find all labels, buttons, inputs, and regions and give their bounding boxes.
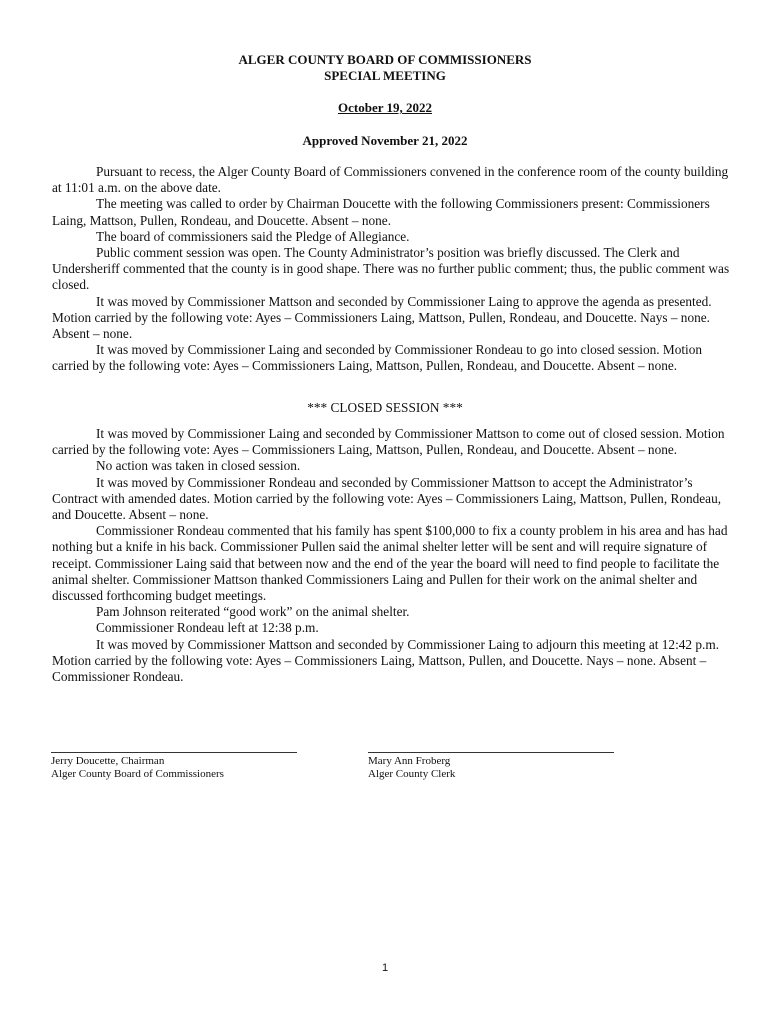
signature-block-chairman <box>51 752 297 781</box>
paragraph: Pursuant to recess, the Alger County Board of Commissioners convened in the conference room of the county building at 11:01 a.m. on the above date. <box>52 164 729 196</box>
paragraph: It was moved by Commissioner Laing and seconded by Commissioner Mattson to come out of closed session. Motion carried by the following vote: Ayes – Commissioners Laing, Mattson, Pullen, Rondeau, and Doucette. Absent – none. <box>52 426 725 458</box>
meeting-date: October 19, 2022 <box>338 100 432 115</box>
paragraph: It was moved by Commissioner Laing and seconded by Commissioner Rondeau to go into closed session. Motion carried by the following vote: Ayes – Commissioners Laing, Mattson, Pullen, Rondeau, and Doucette. Absent – none. <box>52 342 703 374</box>
paragraph: The board of commissioners said the Pledge of Allegiance. <box>96 228 410 244</box>
paragraph: It was moved by Commissioner Mattson and seconded by Commissioner Laing to adjourn this meeting at 12:42 p.m. Motion carried by the following vote: Ayes – Commissioners Laing, Mattson, Pullen, and Doucette. Nays – none. Absent – Commissioner Rondeau. <box>52 636 720 685</box>
signer-name: Mary Ann Froberg <box>368 755 451 767</box>
paragraph: The meeting was called to order by Chairman Doucette with the following Commissioners present: Commissioners Laing, Mattson, Pullen, Rondeau, and Doucette. Absent – none. <box>52 196 710 228</box>
paragraph: It was moved by Commissioner Rondeau and seconded by Commissioner Mattson to accept the Administrator’s Contract with amended dates. Motion carried by the following vote: Ayes – Commissioners Laing, Mattson, Pullen, Rondeau, and Doucette. Absent – none. <box>52 474 722 523</box>
signature-block-clerk <box>368 752 614 781</box>
paragraph: Pam Johnson reiterated “good work” on the animal shelter. <box>96 604 410 620</box>
paragraph: No action was taken in closed session. <box>96 458 301 474</box>
signer-name: Jerry Doucette, Chairman <box>51 755 165 767</box>
paragraph: Commissioner Rondeau commented that his family has spent $100,000 to fix a county problem in his area and has had nothing but a knife in his back. Commissioner Pullen said the animal shelter letter will be sent and will require signature of receipt. Commissioner Laing said that between now and the end of the year the board will need to find people to facilitate the animal shelter. Commissioner Mattson thanked Commissioners Laing and Pullen for their work on the animal shelter and discussed forthcoming budget meetings. <box>52 523 728 604</box>
paragraph: Public comment session was open. The County Administrator’s position was briefly discussed. The Clerk and Undersheriff commented that the county is in good shape. There was no further public comment; thus, the public comment was closed. <box>52 245 730 293</box>
approval-date: Approved November 21, 2022 <box>302 133 468 148</box>
signature-line <box>51 752 297 753</box>
minutes-body-after <box>52 426 730 685</box>
paragraph: Commissioner Rondeau left at 12:38 p.m. <box>96 620 319 636</box>
page-number: 1 <box>381 962 389 974</box>
board-title: ALGER COUNTY BOARD OF COMMISSIONERS <box>238 52 532 67</box>
minutes-body-before <box>52 164 730 375</box>
meeting-type: SPECIAL MEETING <box>324 68 446 83</box>
signature-line <box>368 752 614 753</box>
signer-title: Alger County Board of Commissioners <box>51 768 224 780</box>
paragraph: It was moved by Commissioner Mattson and seconded by Commissioner Laing to approve the agenda as presented. Motion carried by the following vote: Ayes – Commissioners Laing, Mattson, Pullen, Rondeau, and Doucette. Nays – none. Absent – none. <box>52 293 712 342</box>
signer-title: Alger County Clerk <box>368 768 456 780</box>
closed-session-heading: *** CLOSED SESSION *** <box>307 400 463 415</box>
